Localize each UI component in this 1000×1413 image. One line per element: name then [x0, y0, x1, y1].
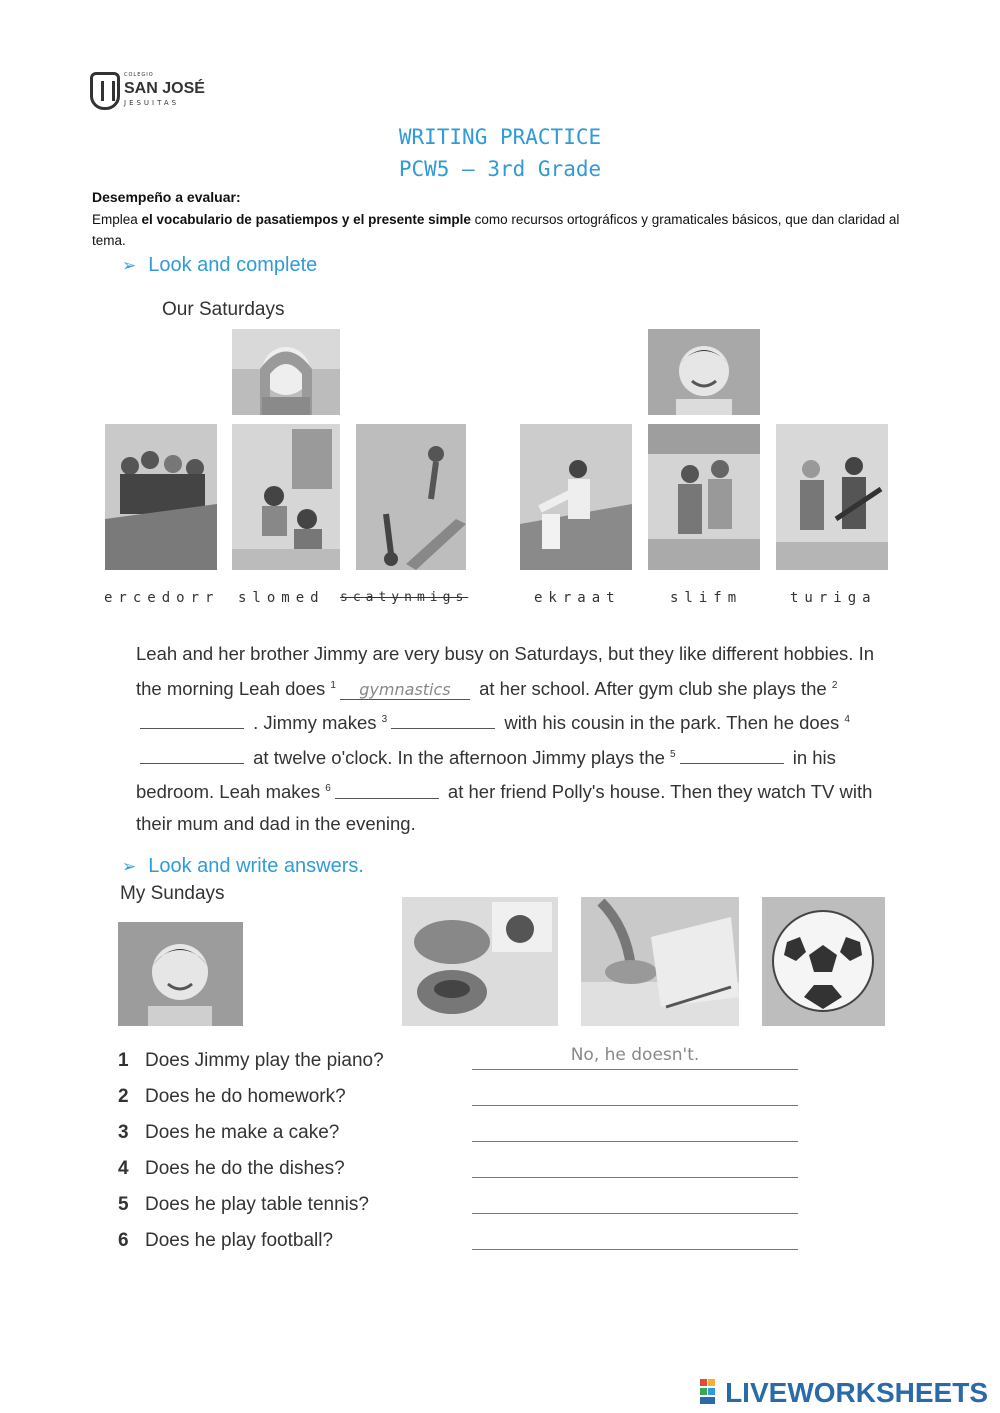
- answer-text-1: No, he doesn't.: [570, 1045, 700, 1065]
- question-number: 4: [118, 1158, 129, 1179]
- question-text: Does Jimmy play the piano?: [145, 1050, 384, 1071]
- liveworksheets-logo[interactable]: [700, 1377, 988, 1409]
- question-text: Does he do the dishes?: [145, 1158, 345, 1179]
- brand-text: LIVEWORKSHEETS: [725, 1377, 988, 1408]
- section-label: Look and complete: [148, 254, 318, 276]
- desempeno-text-1: Emplea: [92, 212, 142, 227]
- arrow-bullet-icon: ➢: [122, 256, 137, 275]
- section-look-and-complete: [122, 254, 317, 277]
- blank-4-input[interactable]: [140, 745, 244, 764]
- question-text: Does he play football?: [145, 1230, 334, 1251]
- question-text: Does he do homework?: [145, 1086, 346, 1107]
- question-number: 2: [118, 1086, 129, 1107]
- blank-number: 2: [831, 679, 838, 691]
- karate-image: [520, 424, 632, 570]
- blank-6-input[interactable]: [335, 780, 439, 799]
- passage-text: at her school. After gym club she plays the: [473, 677, 832, 699]
- section-label: Look and write answers.: [148, 855, 364, 877]
- question-number: 5: [118, 1194, 129, 1215]
- school-logo: [90, 72, 210, 112]
- scramble-word-3: scatynmigs: [340, 590, 469, 605]
- desempeno-text: [92, 209, 922, 251]
- recorder-band-image: [105, 424, 217, 570]
- story-passage: [136, 638, 896, 840]
- arrow-bullet-icon: ➢: [122, 857, 137, 876]
- desempeno-heading: Desempeño a evaluar:: [92, 189, 241, 205]
- logo-name: SAN JOSÉ: [124, 80, 205, 97]
- question-row-6: [118, 1230, 818, 1260]
- page-title: WRITING PRACTICE: [398, 125, 602, 149]
- jimmy-portrait-image: [118, 922, 243, 1026]
- making-models-image: [232, 424, 340, 570]
- question-number: 3: [118, 1122, 129, 1143]
- question-text: Does he make a cake?: [145, 1122, 340, 1143]
- question-row-4: [118, 1158, 818, 1188]
- question-number: 1: [118, 1050, 129, 1071]
- blank-1-answer[interactable]: gymnastics: [340, 681, 470, 700]
- gymnastics-image: [356, 424, 466, 570]
- blank-3-input[interactable]: [391, 710, 495, 729]
- passage-text: at her friend Polly's house. Then they watch TV with their mum and dad in the evening.: [136, 781, 873, 835]
- desempeno-bold: el vocabulario de pasatiempos y el presente simple: [141, 212, 471, 227]
- answer-line-5[interactable]: [472, 1213, 798, 1214]
- blank-5-input[interactable]: [680, 745, 784, 764]
- homework-image: [581, 897, 739, 1026]
- blank-number: 5: [670, 748, 676, 760]
- baking-cake-image: [402, 897, 558, 1026]
- question-row-5: [118, 1194, 818, 1224]
- liveworksheets-badge-icon: [700, 1379, 722, 1405]
- question-row-2: [118, 1086, 818, 1116]
- scramble-word-2: slomed: [238, 590, 325, 606]
- blank-number: 3: [381, 714, 388, 726]
- football-image: [762, 897, 885, 1026]
- desempeno-text-2: como recursos ortográficos y gramaticales básicos, que dan claridad al tema.: [92, 212, 900, 248]
- girl-portrait-image: [232, 329, 340, 415]
- passage-text: with his cousin in the park. Then he does: [499, 712, 845, 734]
- shield-icon: [90, 72, 120, 110]
- question-text: Does he play table tennis?: [145, 1194, 369, 1215]
- page-subtitle: PCW5 – 3rd Grade: [398, 157, 602, 181]
- films-image: [648, 424, 760, 570]
- answer-line-3[interactable]: [472, 1141, 798, 1142]
- answer-line-4[interactable]: [472, 1177, 798, 1178]
- our-saturdays-heading: Our Saturdays: [162, 299, 285, 320]
- blank-number: 1: [330, 679, 336, 691]
- blank-number: 4: [844, 714, 850, 726]
- answer-line-1[interactable]: [472, 1069, 798, 1070]
- scramble-word-5: slifm: [670, 590, 743, 606]
- logo-sub-text: JESUITAS: [124, 99, 180, 107]
- passage-text: Leah and her brother Jimmy are very busy on Saturdays, but they like different hobbies. In the morning Leah does: [136, 643, 875, 699]
- question-row-1: [118, 1045, 818, 1080]
- passage-text: at twelve o'clock. In the afternoon Jimmy plays the: [248, 746, 671, 768]
- blank-number: 6: [325, 783, 331, 795]
- answer-line-6[interactable]: [472, 1249, 798, 1250]
- logo-top-text: COLEGIO: [124, 72, 154, 78]
- boy-portrait-image: [648, 329, 760, 415]
- scramble-word-4: ekraat: [534, 590, 621, 606]
- scramble-word-1: ercedorr: [104, 590, 220, 606]
- passage-text: in his bedroom. Leah makes: [136, 746, 836, 803]
- blank-2-input[interactable]: [140, 710, 244, 729]
- my-sundays-heading: My Sundays: [120, 883, 225, 904]
- question-number: 6: [118, 1230, 129, 1251]
- passage-text: . Jimmy makes: [248, 712, 382, 734]
- answer-line-2[interactable]: [472, 1105, 798, 1106]
- guitar-image: [776, 424, 888, 570]
- question-row-3: [118, 1122, 818, 1152]
- scramble-word-6: turiga: [790, 590, 877, 606]
- section-look-and-write: [122, 855, 364, 878]
